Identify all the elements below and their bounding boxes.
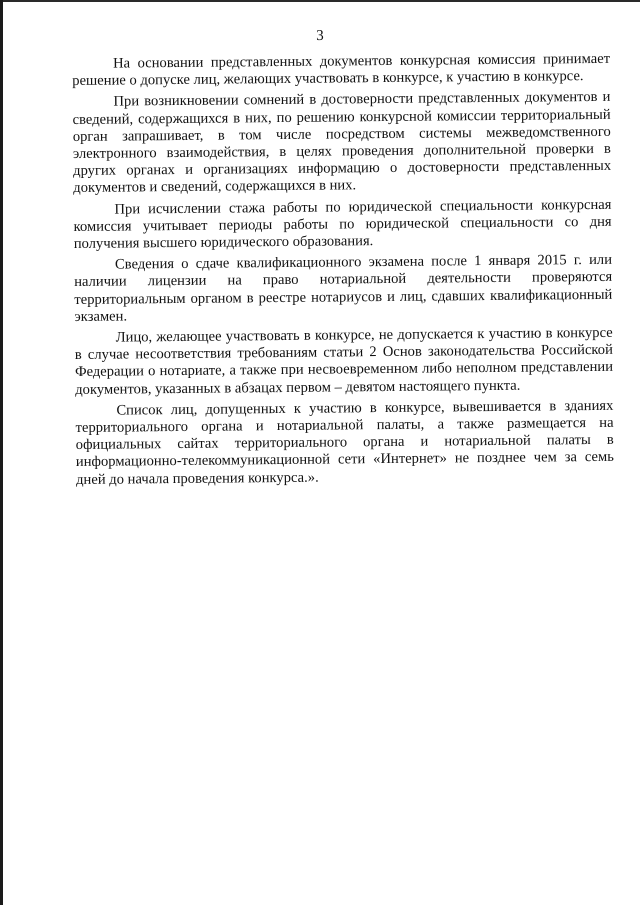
paragraph-exam-records: Сведения о сдаче квалификационного экзамена после 1 января 2015 г. или наличии лицензии на право нотариальной деятельности проверяются территориальным органом в реестре нотариусов и лиц, сдавших квалификационный экзамен. [74, 252, 613, 325]
paragraph-admission-decision: На основании представленных документов конкурсная комиссия принимает решение о допуске лиц, желающих участвовать в конкурсе, к участию в конкурсе. [72, 50, 611, 90]
scan-edge-left [0, 0, 3, 905]
scan-edge-top [0, 0, 640, 2]
page-number: 3 [316, 27, 324, 45]
paragraph-admitted-list: Список лиц, допущенных к участию в конкурсе, вывешивается в зданиях территориального органа и нотариальной палаты, а также размещается на официальных сайтах территориального органа и нотариальной палаты в информационно-телекоммуникационной сети «Интернет» не позднее чем за семь дней до начала проведения конкурса.». [75, 397, 614, 488]
paragraph-refusal-grounds: Лицо, желающее участвовать в конкурсе, не допускается к участию в конкурсе в случае несоответствия требованиям статьи 2 Основ законодательства Российской Федерации о нотариате, а также при несвоевременном либо неполном представлении документов, указанных в абзацах первом – девятом настоящего пункта. [74, 324, 614, 398]
paragraph-work-experience: При исчислении стажа работы по юридической специальности конкурсная комиссия учитывает периоды работы по юридической специальности со дня получения высшего юридического образования. [73, 196, 612, 253]
paragraph-verification-request: При возникновении сомнений в достоверности представленных документов и сведений, содержащихся в них, по решению конкурсной комиссии территориальный орган запрашивает, в том числе посредством системы межведомственного электронного взаимодействия, в целях проведения дополнительной проверки в других органах и организациях информацию о достоверности представленных документов и сведений, содержащихся в них. [72, 89, 612, 197]
document-body [72, 51, 614, 493]
